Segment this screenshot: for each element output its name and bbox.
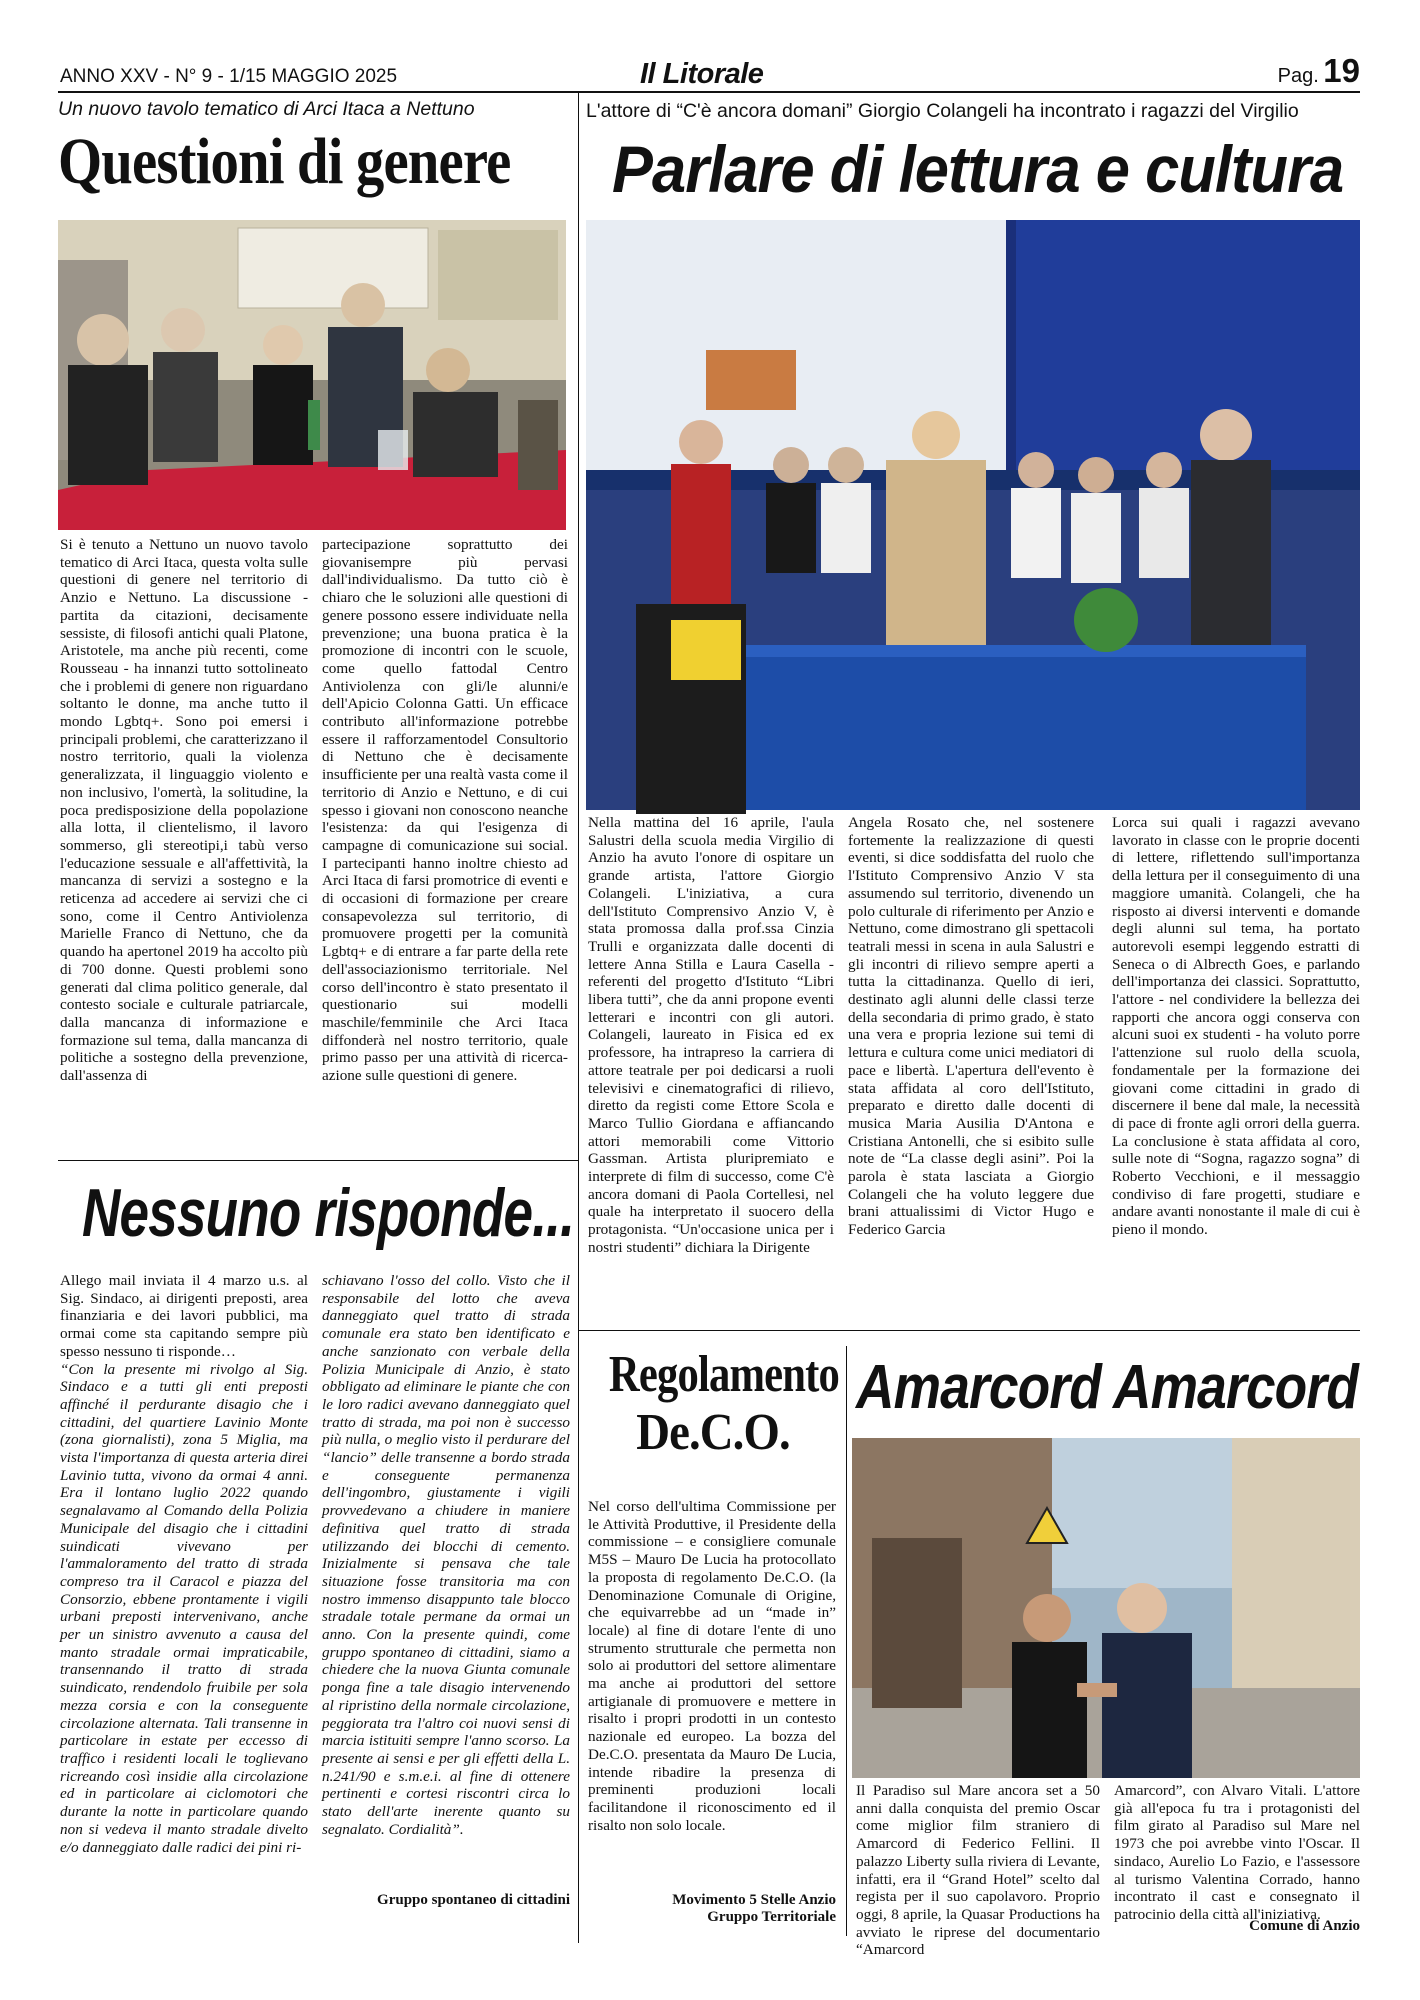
paper-name: Il Litorale [640, 58, 764, 90]
section-rule [578, 1330, 1360, 1331]
page-number-value: 19 [1323, 52, 1360, 89]
article3-intro: Allego mail inviata il 4 marzo u.s. al Sig. Sindaco, ai dirigenti preposti, area finanziaria e dei lavori pubblici, ma ormai come sta capitando sempre più spesso nessuno ti risponde… [60, 1272, 308, 1360]
article5-signature: Comune di Anzio [1249, 1918, 1360, 1934]
article4-signature-line-2: Gruppo Territoriale [707, 1909, 836, 1925]
article4-signature-line-1: Movimento 5 Stelle Anzio [672, 1892, 836, 1908]
headline: Questioni di genere [58, 125, 511, 198]
article2-column-1: Nella mattina del 16 aprile, l'aula Salustri della scuola media Virgilio di Anzio ha avuto l'onore di ospitare un grande artista, l'attore Giorgio Colangeli. L'iniziativa, a cura dell'Istituto Comprensivo Anzio V, è stata promossa dalla prof.ssa Cinzia Trulli e organizzata dalle docenti di lettere Anna Stilla e Laura Casella - referenti del progetto d'Istituto “Libri libera tutti”, che da anni propone eventi letterari e incontri con gli autori. Colangeli, laureato in Fisica ed ex professore, ha intrapreso la carriera di attore teatrale per poi dedicarsi a ruoli televisivi e cinematografici di rilievo, diretto da registi come Ettore Scola e Marco Tullio Giordana e affiancando attori memorabili come Vittorio Gassman. Artista pluripremiato e interprete di film di successo, come C'è ancora domani di Paola Cortellesi, nel quale ha interpretato il suocero della protagonista. “Un'occasione unica per i nostri studenti” dichiara la Dirigente [588, 814, 834, 1256]
school-event-photo [586, 220, 1360, 810]
article5-column-1: Il Paradiso sul Mare ancora set a 50 anni dalla conquista del premio Oscar come miglior film straniero di Amarcord di Federico Fellini. Il palazzo Liberty sulla riviera di Levante, infatti, era il “Grand Hotel” scelto dal regista per il suo capolavoro. Proprio oggi, 8 aprile, la Quasar Productions ha avviato le riprese del documentario “Amarcord [856, 1782, 1100, 1959]
article3-column-1 [60, 1272, 308, 1932]
kicker: Un nuovo tavolo tematico di Arci Itaca a Nettuno [58, 98, 475, 120]
article2-column-2: Angela Rosato che, nel sostenere fortemente la realizzazione di questi eventi, si dice soddisfatta del ruolo che l'Istituto Comprensivo Anzio V sta assumendo sul territorio, divenendo un polo culturale di riferimento per Anzio e Nettuno, come dimostrano gli spettacoli teatrali messi in scena in aula Salustri e gli incontri di rilievo sempre aperti a tutta la cittadinanza. Quello di ieri, destinato agli alunni delle classi terze della secondaria di primo grado, è stato una vera e propria lezione sui temi di lettura e cultura come unici mediatori di pace e libertà. L'apertura dell'evento è stata affidata al coro dell'Istituto, preparato e diretto dalle docenti di musica Maria Ausilia D'Antona e Cristiana Antonelli, che si esibito sulle note de “La classe degli asini”. Poi la parola è stata lasciata a Giorgio Colangeli che ha voluto leggere due brani attualissimi di Victor Hugo e Federico Garcia [848, 814, 1094, 1239]
article1-bottom-rule [58, 1160, 578, 1161]
deco-headline-line-1: Regolamento [608, 1346, 840, 1403]
nessuno-risponde-headline: Nessuno risponde... [82, 1175, 575, 1251]
masthead-rule [58, 91, 1360, 93]
page-label: Pag. [1277, 65, 1319, 87]
article3-signature: Gruppo spontaneo di cittadini [377, 1892, 570, 1908]
article1-column-2: partecipazione soprattutto dei giovanisempre più pervasi dall'individualismo. Da tutto ciò è chiaro che le soluzioni alle questioni di genere possono essere individuate nella prevenzione; una buona pratica è la promozione di incontri con le scuole, come quello fattodal Centro Antiviolenza con gli/le alunni/e dell'Apicio Colonna Gatti. Un efficace contributo all'informazione potrebbe essere il rafforzamentodel Consultorio di Nettuno che è decisamente insufficiente per una realtà vasta come il territorio di Anzio e Nettuno, e di cui spesso i giovani non conoscono neanche l'esistenza: da qui l'esigenza di campagne di comunicazione sui social. I partecipanti hanno inoltre chiesto ad Arci Itaca di farsi promotrice di eventi e di occasioni di formazione per creare consapevolezza sul territorio, di promuovere progetti per la comunità Lgbtq+ e di entrare a far parte della rete dell'associazionismo territoriale. Nel corso dell'incontro è stato presentato il questionario sui modelli maschile/femminile che Arci Itaca diffonderà nel nostro territorio, quale primo passo per una attività di ricerca-azione sulle questioni di genere. [322, 536, 568, 1085]
article3-column-2 [322, 1272, 570, 1932]
article1-column-1: Si è tenuto a Nettuno un nuovo tavolo tematico di Arci Itaca, questa volta sulle questioni di genere nel territorio di Anzio e Nettuno. La discussione - partita da citazioni, decisamente sessiste, di filosofi antichi quali Platone, Aristotele, ma anche più recenti, come Rousseau - ha innanzi tutto sottolineato che i problemi di genere non riguardano soltanto le donne, ma anche tutto il mondo Lgbtq+. Sono poi emersi i principali problemi, che caratterizzano il nostro territorio, quali la violenza generalizzata, il linguaggio violento e non inclusivo, l'omertà, la solitudine, la poca predisposizione della popolazione alla lotta, il clientelismo, il lavoro sommerso, gli stereotipi,i tabù verso l'educazione sessuale e all'affettività, la mancanza di servizi a sostegno e la reticenza ad accedere ai servizi che ci sono, come il Centro Antiviolenza Marielle Franco di Nettuno, che da quando ha apertonel 2019 ha accolto più di 700 donne. Questi problemi sono generati dal clima politico generale, dal contesto sociale e culturale patriarcale, dalla mancanza di informazione e formazione sul tema, dalla mancanza di politiche a sostegno della prevenzione, dall'assenza di [60, 536, 308, 1085]
page-number [1230, 52, 1360, 90]
issue-line: ANNO XXV - N° 9 - 1/15 MAGGIO 2025 [60, 66, 398, 87]
article3-letter-part-2: schiavano l'osso del collo. Visto che il responsabile del lotto che aveva danneggiato quel tratto di strada comunale era stato ben identificato e anche sanzionato con verbale della Polizia Municipale di Anzio, è stato obbligato ad eliminare le piante che con le loro radici avevano danneggiato quel tratto di strada, ma poi non è successo più nulla, o meglio visto il perdurare del “lancio” delle transenne a bordo strada e conseguente permanenza dell'ingombro, giustamente i vigili provvedevano a chiudere in maniere definitiva quel tratto di strada utilizzando dei blocchi di cemento. Inizialmente si pensava che tale situazione fosse transitoria ma con nostro immenso disappunto tale blocco stradale totale permane da ormai un anno. Con la presente quindi, come gruppo spontaneo di cittadini, siamo a chiedere che la nuova Giunta comunale ponga fine a tale disagio intervenendo al ripristino della normale circolazione, peggiorata tra l'altro coi nuovi sensi di marcia istituiti sempre l'anno scorso. La presente ai sensi e per gli effetti della L. n.241/90 e s.m.e.i. al fine di ottenere pertinenti e cortesi riscontri circa lo stato dell'arte inerente quanto su segnalato. Cordialità”. [322, 1272, 570, 1838]
article4-signature [588, 1892, 836, 1926]
meeting-photo [58, 220, 566, 530]
deco-headline-line-2: De.C.O. [636, 1404, 790, 1461]
amarcord-photo [852, 1438, 1360, 1778]
column-rule-bottom [846, 1346, 847, 1936]
article4-body: Nel corso dell'ultima Commissione per le Attività Produttive, il Presidente della commissione – e consigliere comunale M5S – Mauro De Lucia ha protocollato la proposta di regolamento De.C.O. (la Denominazione Comunale di Origine, che equivarrebbe ad un “made in” locale) al fine di dotare l'ente di uno strumento strutturale che permetta non solo ai produttori del settore alimentare ma anche ai produttori del settore artigianale di promuovere e mettere in risalto i propri prodotti in un contesto nazionale ed europeo. La bozza del De.C.O. presentata da Mauro De Lucia, intende ribadire la presenza di preminenti produzioni locali facilitandone il riconoscimento ed il risalto non solo locale. [588, 1498, 836, 1834]
article3-letter-part-1: “Con la presente mi rivolgo al Sig. Sindaco e a tutti gli enti preposti affinché il perdurante disagio che i cittadini, del quartiere Lavinio Monte (zona giornalisti), zona 5 Miglia, ma vista l'importanza di questa arteria direi Lavinio tutta, vivono da ormai 4 anni. Era il lontano luglio 2022 quando segnalavamo al Comando della Polizia Municipale del disagio che i cittadini suindicati vivevano per l'ammaloramento del tratto di strada compreso tra il Caracol e piazza del Consorzio, ebbene prontamente i vigili urbani preposti intervenivano, anche per un sinistro avvenuto a causa del manto stradale ormai impraticabile, transennando il tratto di strada suindicato, rendendolo fruibile per sola mezza corsia e con la conseguente circolazione alternata. Tali transenne in particolare in estate per eccesso di traffico i residenti locali le toglievano ricreando così insidie alla circolazione ed in particolare ai ciclomotori che durante la notte in particolare quando non si vedeva il manto stradale divelto e/o danneggiato dalle radici dei pini ri- [60, 1360, 308, 1856]
article2-headline: Parlare di lettura e cultura [612, 132, 1344, 206]
article2-kicker: L'attore di “C'è ancora domani” Giorgio Colangeli ha incontrato i ragazzi del Virgilio [586, 100, 1299, 122]
column-rule-main [578, 93, 579, 1943]
article5-column-2-wrap [1114, 1782, 1360, 1935]
amarcord-headline: Amarcord Amarcord [856, 1353, 1358, 1422]
deco-headline [586, 1346, 840, 1462]
article5-column-2: Amarcord”, con Alvaro Vitali. L'attore già all'epoca fu tra i protagonisti del film girato al Paradiso sul Mare nel 1973 che poi avrebbe vinto l'Oscar. Il sindaco, Aurelio Lo Fazio, e l'assessore al turismo Valentina Corrado, hanno incontrato il cast e consegnato il patrocinio della città all'iniziativa. [1114, 1782, 1360, 1923]
article2-column-3: Lorca sui quali i ragazzi avevano lavorato in classe con le proprie docenti di lettere, riflettendo sull'importanza della lettura per il conseguimento di una maggiore umanità. Colangeli, che ha risposto ai diversi interventi e domande degli alunni sul tema, ha portato autorevoli esempi leggendo estratti di Seneca o di Albrecth Goes, e parlando dell'importanza dei classici. Soprattutto, l'attore - nel condividere la bellezza dei rapporti che ancora oggi conserva con alcuni suoi ex studenti - ha voluto porre l'attenzione sul ruolo della scuola, fondamentale per la formazione dei giovani come cittadini in grado di discernere il bene dal male, la necessità di pace di fronte agli orrori della guerra. La conclusione è stata affidata al coro, sulle note di “Sogna, ragazzo sogna” di Roberto Vecchioni, e il messaggio condiviso di fare progetti, studiare e andare avanti nonostante il male di cui è pieno il mondo. [1112, 814, 1360, 1239]
